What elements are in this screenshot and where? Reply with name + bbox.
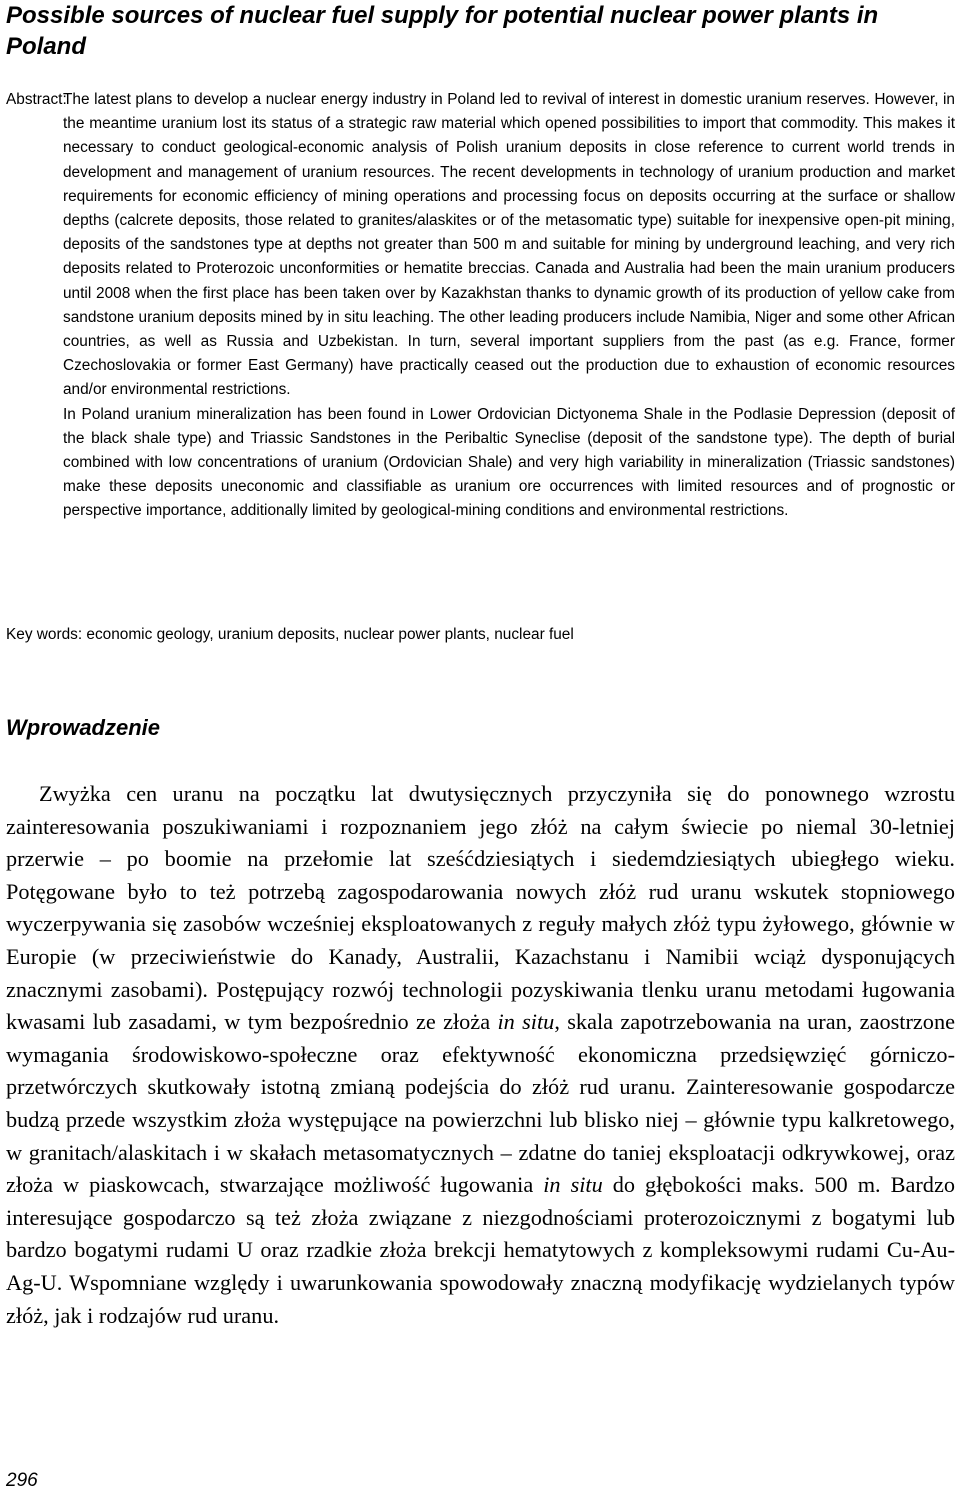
abstract-paragraph-2: In Poland uranium mineralization has been found in Lower Ordovician Dictyonema Shale in the Podlasie Depression (deposit of the black shale type) and Triassic Sandstones in the Peribaltic Syneclise (deposit of the sandstone type). The depth of burial combined with low concentrations of uranium (Ordovician Shale) and very high variability in mineralization (Triassic sandstones) make these deposits uneconomic and classifiable as uranium ore occurrences with limited resources and of prognostic or perspective importance, additionally limited by geological-mining conditions and environmental restrictions. <box>63 405 955 520</box>
text-segment: Zwyżka cen uranu na początku lat dwutysięcznych przyczyniła się do ponownego wzrostu zainteresowania poszukiwaniami i rozpoznaniem jego złóż na całym świecie po niemal 30-letniej przerwie – po boomie na przełomie lat sześćdziesiątych i siedemdziesiątych ubiegłego wieku. Potęgowane było to też potrzebą zagospodarowania nowych złóż rud uranu wskutek stopniowego wyczerpywania się zasobów wcześniej eksploatowanych z reguły małych złóż typu żyłowego, głównie w Europie (w przeciwieństwie do Kanady, Australii, Kazachstanu i Namibii wciąż dysponujących znacznymi zasobami). Postępujący rozwój technologii pozyskiwania tlenku uranu metodami ługowania kwasami lub zasadami, w tym bezpośrednio ze złoża <box>6 781 955 1035</box>
keywords-label: Key words: <box>6 626 83 643</box>
abstract <box>6 88 955 524</box>
abstract-paragraph-1: The latest plans to develop a nuclear energy industry in Poland led to revival of interest in domestic uranium reserves. However, in the meantime uranium lost its status of a strategic raw material which opened possibilities to import that commodity. This makes it necessary to conduct geological-economic analysis of Polish uranium deposits in close reference to current world trends in development and management of uranium resources. The recent developments in technology of uranium production and market requirements for economic efficiency of mining operations and processing focus on deposits occurring at the surface or shallow depths (calcrete deposits, those related to granites/alaskites or of the metasomatic type) suitable for inexpensive open-pit mining, deposits of the sandstones type at depths not greater than 500 m and suitable for mining by underground leaching, and very rich deposits related to Proterozoic unconformities or hematite breccias. Canada and Australia had been the main uranium producers until 2008 when the first place has been taken over by Kazakhstan thanks to dynamic growth of its production of yellow cake from sandstone uranium deposits mined by in situ leaching. The other leading producers include Namibia, Niger and some other African countries, as well as Russia and Uzbekistan. In turn, several important suppliers from the past (as e.g. France, former Czechoslovakia or former East Germany) have practically ceased out the production due to exhaustion of economic resources and/or environmental restrictions. <box>63 91 955 399</box>
abstract-body <box>63 88 955 524</box>
keywords-text: economic geology, uranium deposits, nuclear power plants, nuclear fuel <box>86 626 574 643</box>
italic-term: in situ <box>497 1009 555 1035</box>
section-paragraph <box>6 778 955 1332</box>
page-number: 296 <box>6 1470 38 1491</box>
text-segment: , skala zapotrzebowania na uran, zaostrzone wymagania środowiskowo-społeczne oraz efektywność ekonomiczna przedsięwzięć górniczo-przetwórczych skutkowały istotną zmianą podejścia do złóż rud uranu. Zainteresowanie gospodarcze budzą przede wszystkim złoża występujące na powierzchni lub blisko niej – głównie typu kalkretowego, w granitach/alaskitach i w skałach metasomatycznych – zdatne do taniej eksploatacji odkrywkowej, oraz złoża w piaskowcach, stwarzające możliwość ługowania <box>6 1009 955 1198</box>
keywords <box>6 623 955 647</box>
paper-title: Possible sources of nuclear fuel supply for potential nuclear power plants in Poland <box>6 2 879 60</box>
italic-term: in situ <box>543 1172 603 1198</box>
section-heading: Wprowadzenie <box>6 715 161 740</box>
abstract-label: Abstract: <box>6 91 67 108</box>
text-segment: do głębokości maks. 500 m. Bardzo interesujące gospodarczo są też złoża związane z niezgodnościami proterozoicznymi z bogatymi lub bardzo bogatymi rudami U oraz rzadkie złoża brekcji hematytowych z kompleksowymi rudami Cu-Au-Ag-U. Wspomniane względy i uwarunkowania spowodowały znaczną modyfikację wydzielanych typów złóż, jak i rodzajów rud uranu. <box>6 1172 955 1328</box>
